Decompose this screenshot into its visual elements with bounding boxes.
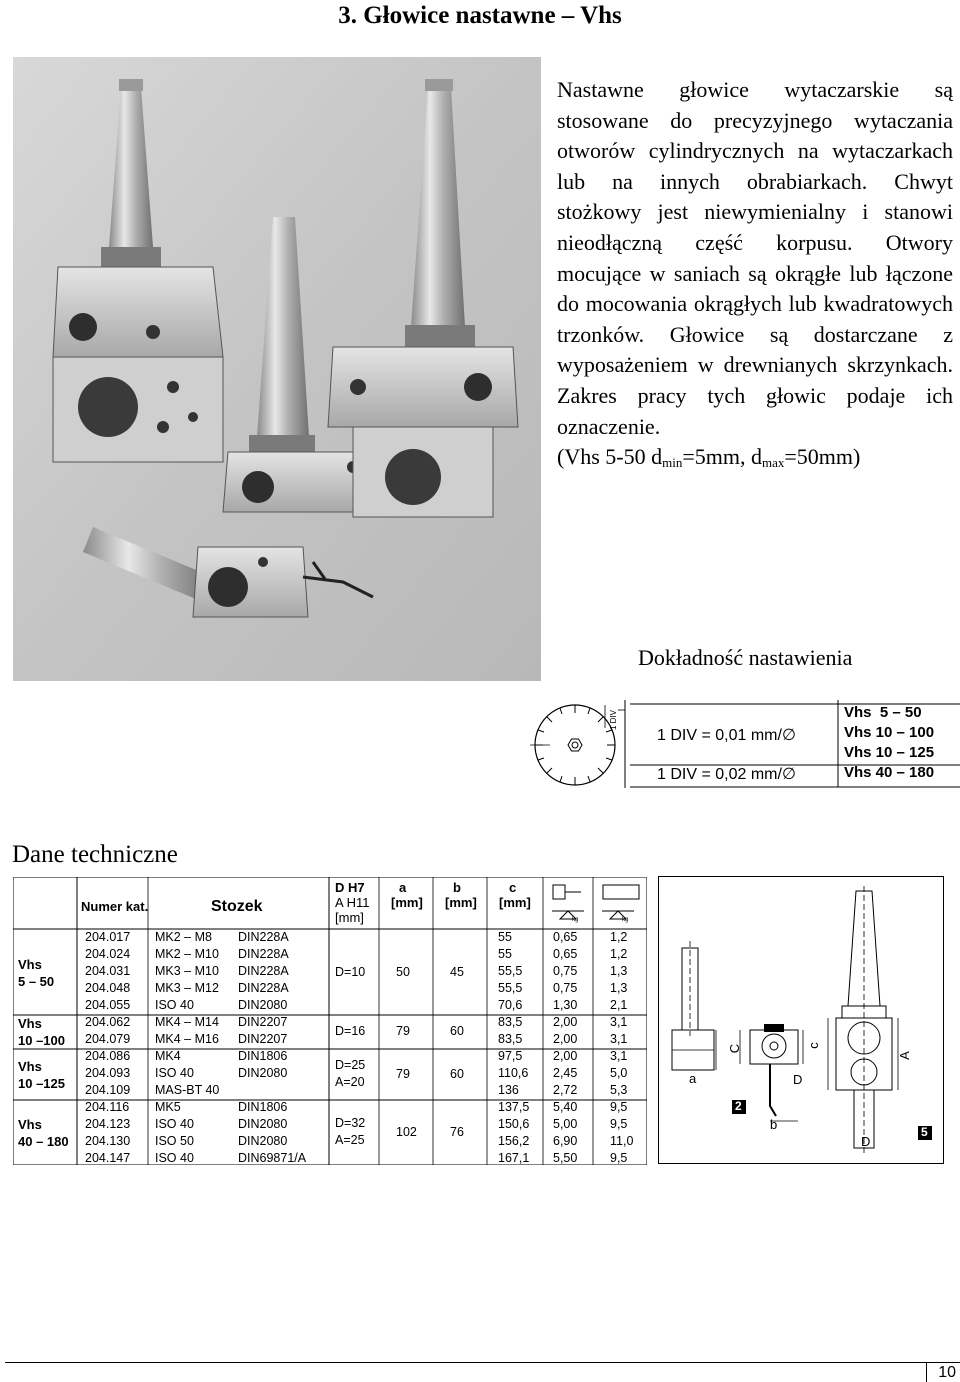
table-row-c: 55 xyxy=(498,947,512,961)
description-paragraph: Nastawne głowice wytaczarskie są stosowane do precyzyjnego wytaczania otworów cylindrycznych na wytaczarkach lub na innych obrabiarkach. Chwyt stożkowy jest niewymienialny i stanowi nieodłączną część korpusu. Otwory mocujące w saniach są okrągłe lub łączone do mocowania okrągłych lub kwadratowych trzonków. Głowice są dostarczane z wyposażeniem w drewnianych skrzynkach. Zakres pracy tych głowic podaje ich oznaczenie. xyxy=(557,77,953,439)
header-c-unit: [mm] xyxy=(499,895,531,910)
table-row-weight-1: 5,50 xyxy=(553,1151,578,1165)
group-name-line2: 5 – 50 xyxy=(18,973,55,989)
drawing-label-d-small: D xyxy=(793,1072,803,1087)
table-row-din: DIN1806 xyxy=(238,1100,288,1114)
table-row-cone: ISO 40 xyxy=(155,1066,194,1080)
div-row-1-text: 1 DIV = 0,01 mm/∅ xyxy=(657,727,796,744)
group-a-dimension: 50 xyxy=(396,964,410,979)
table-row-cone: MK2 – M8 xyxy=(155,930,212,944)
table-row-weight-2: 5,3 xyxy=(610,1083,628,1097)
group-d-value: D=32 xyxy=(335,1115,366,1130)
table-row-c: 137,5 xyxy=(498,1100,530,1114)
header-a: a xyxy=(399,880,407,895)
table-row-weight-2: 9,5 xyxy=(610,1117,628,1131)
table-row-catalog-number: 204.048 xyxy=(85,981,131,995)
table-row-weight-2: 11,0 xyxy=(610,1134,634,1148)
dimensions-drawing xyxy=(658,876,944,1164)
table-row-catalog-number: 204.086 xyxy=(85,1049,131,1063)
header-a-unit: [mm] xyxy=(391,895,423,910)
table-row-c: 156,2 xyxy=(498,1134,530,1148)
table-row-weight-2: 1,2 xyxy=(610,930,628,944)
table-row-c: 55,5 xyxy=(498,964,523,978)
table-row-weight-1: 2,00 xyxy=(553,1032,578,1046)
table-row-din: DIN228A xyxy=(238,964,289,978)
table-row-weight-2: 3,1 xyxy=(610,1032,628,1046)
table-row-din: DIN228A xyxy=(238,930,289,944)
product-photo xyxy=(13,57,541,681)
description-text xyxy=(557,75,953,473)
group-name-line1: Vhs xyxy=(18,1016,42,1031)
table-row-catalog-number: 204.123 xyxy=(85,1117,131,1131)
range-formula xyxy=(557,442,953,473)
badge-2: 2 xyxy=(735,1099,742,1113)
table-row-din: DIN69871/A xyxy=(238,1151,307,1165)
table-row-weight-1: 1,30 xyxy=(553,998,578,1012)
header-b-unit: [mm] xyxy=(445,895,477,910)
group-a-dimension: 102 xyxy=(396,1124,417,1139)
table-row-weight-2: 1,3 xyxy=(610,981,628,995)
div-model-4: Vhs 40 – 180 xyxy=(844,764,935,781)
table-row-weight-1: 5,00 xyxy=(553,1117,578,1131)
group-b-dimension: 60 xyxy=(450,1066,464,1081)
header-weight-kg-1: kg xyxy=(572,917,579,923)
table-row-weight-1: 2,00 xyxy=(553,1015,578,1029)
dial-div-label: 1 DIV xyxy=(609,709,618,731)
table-row-din: DIN2080 xyxy=(238,998,288,1012)
table-row-cone: MAS-BT 40 xyxy=(155,1083,220,1097)
table-row-din: DIN2080 xyxy=(238,1117,288,1131)
table-row-c: 110,6 xyxy=(498,1066,529,1080)
table-row-catalog-number: 204.147 xyxy=(85,1151,131,1165)
table-row-cone: ISO 40 xyxy=(155,1117,194,1131)
table-row-cone: MK4 – M16 xyxy=(155,1032,219,1046)
div-model-1: Vhs 5 – 50 xyxy=(844,704,922,721)
header-catalog-number: Numer kat. xyxy=(81,899,149,914)
table-row-catalog-number: 204.093 xyxy=(85,1066,131,1080)
group-b-dimension: 45 xyxy=(450,964,464,979)
table-row-weight-1: 2,72 xyxy=(553,1083,578,1097)
group-b-dimension: 76 xyxy=(450,1124,464,1139)
formula-suffix: =50mm) xyxy=(784,444,861,470)
weight-icon-2 xyxy=(602,885,639,919)
drawing-label-a-large: A xyxy=(896,1051,912,1060)
table-row-weight-2: 1,3 xyxy=(610,964,628,978)
table-row-weight-2: 1,2 xyxy=(610,947,628,961)
table-row-cone: MK4 xyxy=(155,1049,181,1063)
table-row-cone: MK2 – M10 xyxy=(155,947,219,961)
table-row-cone: ISO 40 xyxy=(155,1151,194,1165)
table-row-weight-1: 0,65 xyxy=(553,930,578,944)
group-a-value: A=25 xyxy=(335,1132,365,1147)
technical-data-table xyxy=(13,877,647,1165)
section-title: Dane techniczne xyxy=(12,841,178,868)
page-title: 3. Głowice nastawne – Vhs xyxy=(338,2,622,29)
group-name-line2: 10 –100 xyxy=(18,1033,65,1048)
group-a-dimension: 79 xyxy=(396,1024,410,1038)
table-row-c: 167,1 xyxy=(498,1151,530,1165)
table-row-catalog-number: 204.109 xyxy=(85,1083,131,1097)
header-d-line3: [mm] xyxy=(335,910,364,925)
drawing-label-a: a xyxy=(689,1071,697,1086)
table-row-weight-1: 0,65 xyxy=(553,947,578,961)
formula-mid: =5mm, d xyxy=(682,444,762,470)
div-row-2-text: 1 DIV = 0,02 mm/∅ xyxy=(657,766,796,783)
table-row-c: 55,5 xyxy=(498,981,523,995)
group-name-line1: Vhs xyxy=(18,956,42,972)
table-row-catalog-number: 204.017 xyxy=(85,930,131,944)
table-row-weight-2: 2,1 xyxy=(610,998,628,1012)
table-row-c: 83,5 xyxy=(498,1032,523,1046)
table-row-cone: MK4 – M14 xyxy=(155,1015,219,1029)
table-row-weight-1: 0,75 xyxy=(553,964,578,978)
header-d-line1: D H7 xyxy=(335,880,365,895)
header-d-line2: A H11 xyxy=(335,895,370,910)
table-row-cone: MK5 xyxy=(155,1100,181,1114)
badge-5: 5 xyxy=(921,1125,928,1139)
group-d-value: D=10 xyxy=(335,964,366,979)
page-number: 10 xyxy=(926,1362,956,1382)
table-row-catalog-number: 204.024 xyxy=(85,947,131,961)
header-b: b xyxy=(453,880,461,895)
table-row-c: 97,5 xyxy=(498,1049,523,1063)
group-name-line2: 10 –125 xyxy=(18,1075,65,1091)
table-row-c: 83,5 xyxy=(498,1015,523,1029)
footer-rule xyxy=(5,1362,960,1363)
drawing-label-c-small: C xyxy=(727,1043,743,1054)
table-row-weight-1: 6,90 xyxy=(553,1134,578,1148)
table-row-din: DIN1806 xyxy=(238,1049,288,1063)
table-row-catalog-number: 204.031 xyxy=(85,964,131,978)
header-cone: Stozek xyxy=(211,898,263,915)
group-name-line1: Vhs xyxy=(18,1116,42,1132)
formula-prefix: (Vhs 5-50 d xyxy=(557,444,663,470)
drawing-label-b: b xyxy=(770,1117,778,1132)
table-row-catalog-number: 204.116 xyxy=(85,1100,130,1114)
table-row-cone: MK3 – M10 xyxy=(155,964,219,978)
group-d-value: D=16 xyxy=(335,1024,366,1038)
div-model-2: Vhs 10 – 100 xyxy=(844,724,935,741)
table-row-cone: MK3 – M12 xyxy=(155,981,219,995)
div-accuracy-figure xyxy=(530,700,960,792)
header-weight-kg-2: kg xyxy=(622,917,629,923)
technical-drawing xyxy=(658,876,944,1164)
group-a-dimension: 79 xyxy=(396,1066,410,1081)
table-row-c: 55 xyxy=(498,930,512,944)
drawing-label-d-large: D xyxy=(861,1134,871,1149)
accuracy-label: Dokładność nastawienia xyxy=(638,645,853,670)
group-d-value: D=25 xyxy=(335,1057,366,1072)
table-row-weight-1: 0,75 xyxy=(553,981,578,995)
table-row-cone: ISO 40 xyxy=(155,998,194,1012)
table-row-catalog-number: 204.055 xyxy=(85,998,131,1012)
table-row-weight-2: 5,0 xyxy=(610,1066,628,1080)
table-row-c: 150,6 xyxy=(498,1117,530,1131)
table-row-c: 136 xyxy=(498,1083,519,1097)
table-row-c: 70,6 xyxy=(498,998,523,1012)
table-row-din: DIN2080 xyxy=(238,1134,288,1148)
table-row-weight-2: 9,5 xyxy=(610,1100,628,1114)
boring-heads-photo-illustration xyxy=(13,57,541,681)
table-row-weight-1: 2,00 xyxy=(553,1049,578,1063)
formula-max-sub: max xyxy=(761,455,785,471)
div-model-3: Vhs 10 – 125 xyxy=(844,744,935,761)
group-name-line2: 40 – 180 xyxy=(18,1133,69,1149)
table-row-din: DIN2207 xyxy=(238,1032,288,1046)
table-row-catalog-number: 204.079 xyxy=(85,1032,131,1046)
group-name-line1: Vhs xyxy=(18,1058,42,1074)
table-row-catalog-number: 204.062 xyxy=(85,1015,131,1029)
table-row-weight-2: 3,1 xyxy=(610,1015,628,1029)
table-row-weight-2: 9,5 xyxy=(610,1151,628,1165)
table-row-weight-1: 2,45 xyxy=(553,1066,578,1080)
drawing-label-c-large: c xyxy=(805,1042,821,1049)
group-b-dimension: 60 xyxy=(450,1024,464,1038)
header-c: c xyxy=(509,880,517,895)
group-a-value: A=20 xyxy=(335,1074,365,1089)
table-row-catalog-number: 204.130 xyxy=(85,1134,131,1148)
table-row-din: DIN2207 xyxy=(238,1015,288,1029)
table-row-din: DIN228A xyxy=(238,947,289,961)
table-row-din: DIN2080 xyxy=(238,1066,288,1080)
table-row-weight-1: 5,40 xyxy=(553,1100,578,1114)
formula-min-sub: min xyxy=(662,455,683,471)
table-row-din: DIN228A xyxy=(238,981,289,995)
weight-icon-1 xyxy=(552,885,584,919)
table-row-cone: ISO 50 xyxy=(155,1134,194,1148)
table-row-weight-2: 3,1 xyxy=(610,1049,628,1063)
